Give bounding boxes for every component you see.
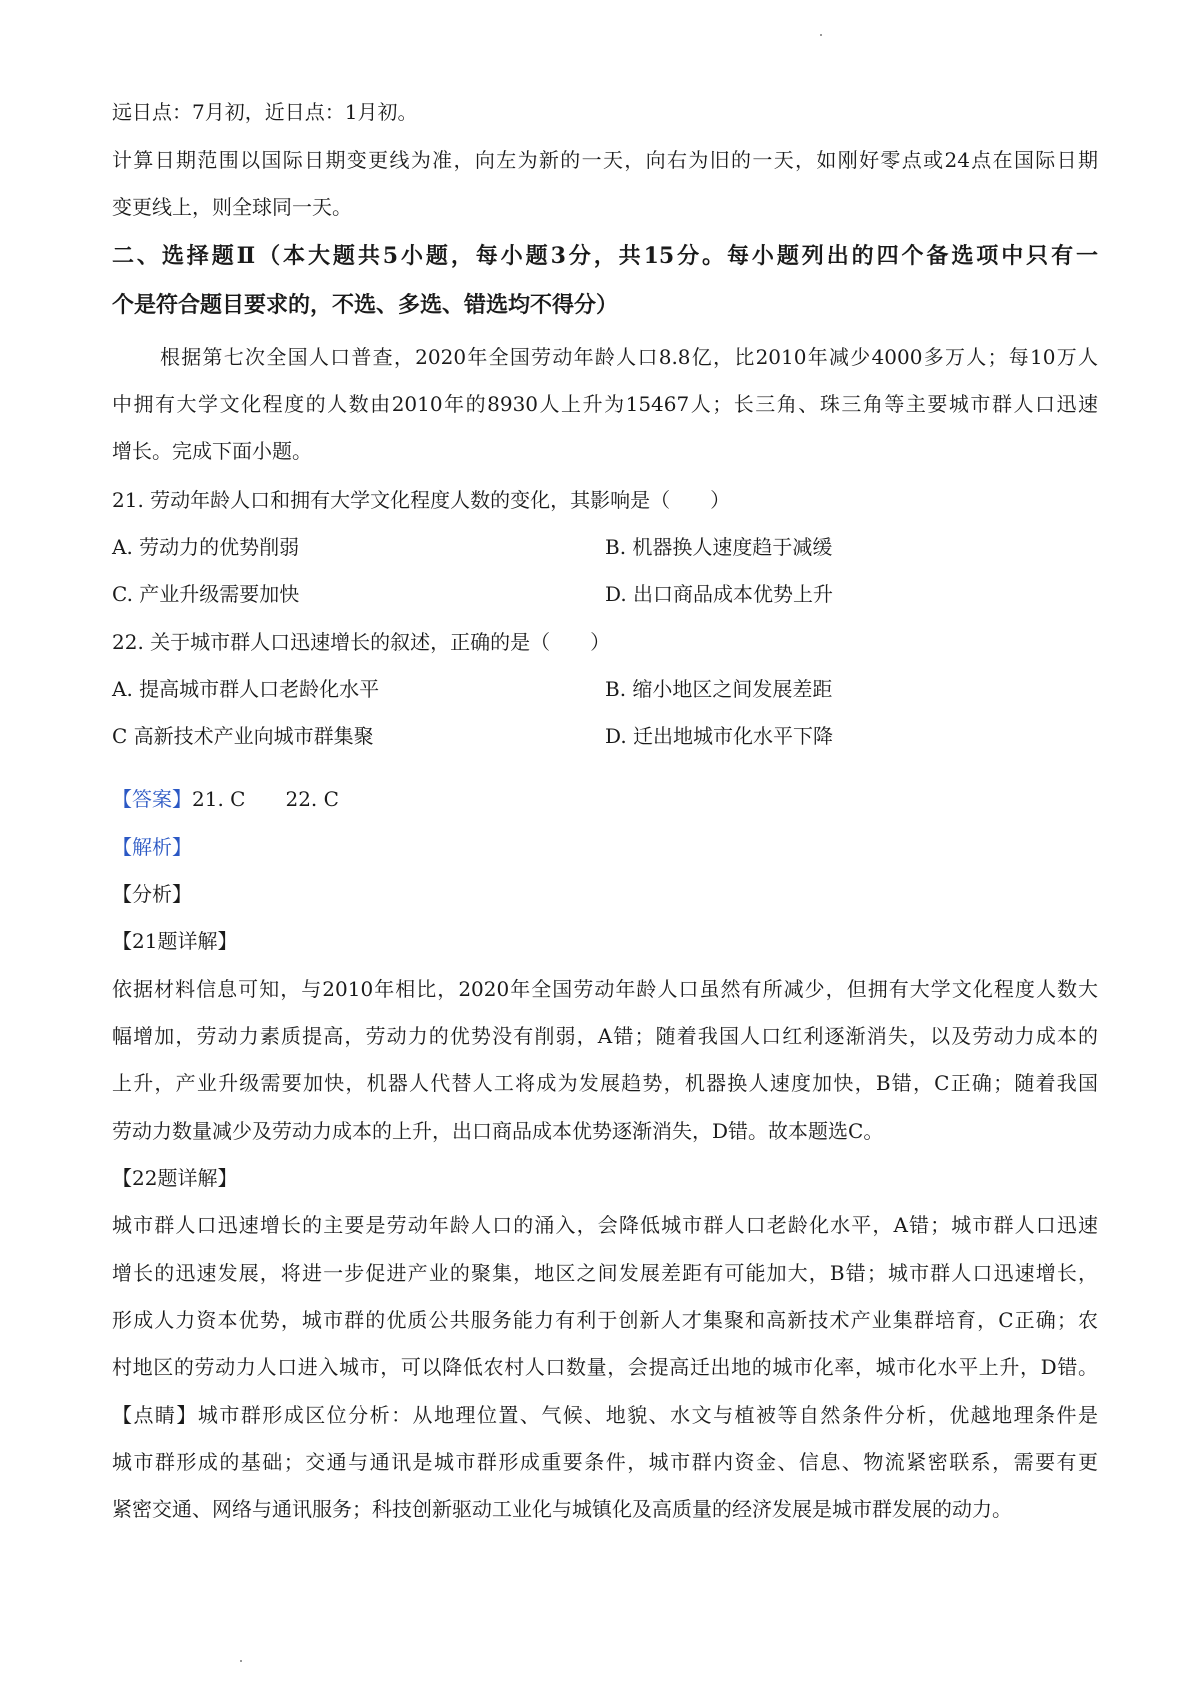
option-d: D. 出口商品成本优势上升 (605, 582, 834, 606)
q22-detail-line: 增长的迅速发展，将进一步促进产业的聚集，地区之间发展差距有可能加大，B错；城市群人口迅速增长， (112, 1261, 1098, 1285)
dianjing-line: 紧密交通、网络与通讯服务；科技创新驱动工业化与城镇化及高质量的经济发展是城市群发展的动力。 (112, 1497, 1012, 1521)
text-line: 远日点：7月初，近日点：1月初。 (112, 100, 418, 124)
dianjing-line (112, 1401, 1098, 1429)
text-line: 变更线上，则全球同一天。 (112, 195, 352, 219)
option-b: B. 缩小地区之间发展差距 (605, 677, 833, 701)
option-c: C 高新技术产业向城市群集聚 (112, 724, 374, 748)
option-c: C. 产业升级需要加快 (112, 582, 300, 606)
q21-detail-line: 劳动力数量减少及劳动力成本的上升，出口商品成本优势逐渐消失，D错。故本题选C。 (112, 1119, 884, 1143)
material-line: 增长。完成下面小题。 (112, 439, 312, 463)
analysis-tag: 【解析】 (112, 835, 192, 859)
material-line: 根据第七次全国人口普查，2020年全国劳动年龄人口8.8亿，比2010年减少4000多万人；每10万人 (160, 345, 1098, 369)
dianjing-tag: 【点睛】 (112, 1403, 198, 1427)
section-title: 个是符合题目要求的，不选、多选、错选均不得分） (112, 292, 619, 318)
dianjing-text: 城市群形成区位分析：从地理位置、气候、地貌、水文与植被等自然条件分析，优越地理条件是 (197, 1403, 1099, 1427)
q21-detail-line: 幅增加，劳动力素质提高，劳动力的优势没有削弱，A错；随着我国人口红利逐渐消失，以及劳动力成本的 (112, 1024, 1098, 1048)
q22-detail-line: 形成人力资本优势，城市群的优质公共服务能力有利于创新人才集聚和高新技术产业集群培育，C正确；农 (112, 1308, 1098, 1332)
option-a: A. 劳动力的优势削弱 (112, 535, 300, 559)
text-line: 计算日期范围以国际日期变更线为准，向左为新的一天，向右为旧的一天，如刚好零点或24点在国际日期 (112, 148, 1098, 172)
q21-detail-line: 上升，产业升级需要加快，机器人代替人工将成为发展趋势，机器换人速度加快，B错，C正确；随着我国 (112, 1071, 1098, 1095)
q21-detail-line: 依据材料信息可知，与2010年相比，2020年全国劳动年龄人口虽然有所减少，但拥有大学文化程度人数大 (112, 977, 1098, 1001)
q22-detail-line: 城市群人口迅速增长的主要是劳动年龄人口的涌入，会降低城市群人口老龄化水平，A错；城市群人口迅速 (112, 1213, 1098, 1237)
option-a: A. 提高城市群人口老龄化水平 (112, 677, 380, 701)
material-line: 中拥有大学文化程度的人数由2010年的8930人上升为15467人；长三角、珠三角等主要城市群人口迅速 (112, 392, 1098, 416)
scan-dot (240, 1660, 242, 1662)
section-title: 二、选择题Ⅱ（本大题共5小题，每小题3分，共15分。每小题列出的四个备选项中只有一 (112, 243, 1098, 269)
question-stem: 21. 劳动年龄人口和拥有大学文化程度人数的变化，其影响是（ ） (112, 488, 731, 512)
answer-tag: 【答案】 (112, 787, 192, 811)
scan-dot (820, 34, 822, 36)
question-stem: 22. 关于城市群人口迅速增长的叙述，正确的是（ ） (112, 630, 611, 654)
answer-line (112, 785, 339, 813)
q22-detail-tag: 【22题详解】 (112, 1166, 238, 1190)
answer-text: 21. C 22. C (192, 787, 339, 811)
fenxi-tag: 【分析】 (112, 882, 192, 906)
q21-detail-tag: 【21题详解】 (112, 929, 238, 953)
q22-detail-line: 村地区的劳动力人口进入城市，可以降低农村人口数量，会提高迁出地的城市化率，城市化水平上升，D错。 (112, 1355, 1098, 1379)
option-b: B. 机器换人速度趋于减缓 (605, 535, 833, 559)
dianjing-line: 城市群形成的基础；交通与通讯是城市群形成重要条件，城市群内资金、信息、物流紧密联系，需要有更 (112, 1450, 1098, 1474)
option-d: D. 迁出地城市化水平下降 (605, 724, 834, 748)
